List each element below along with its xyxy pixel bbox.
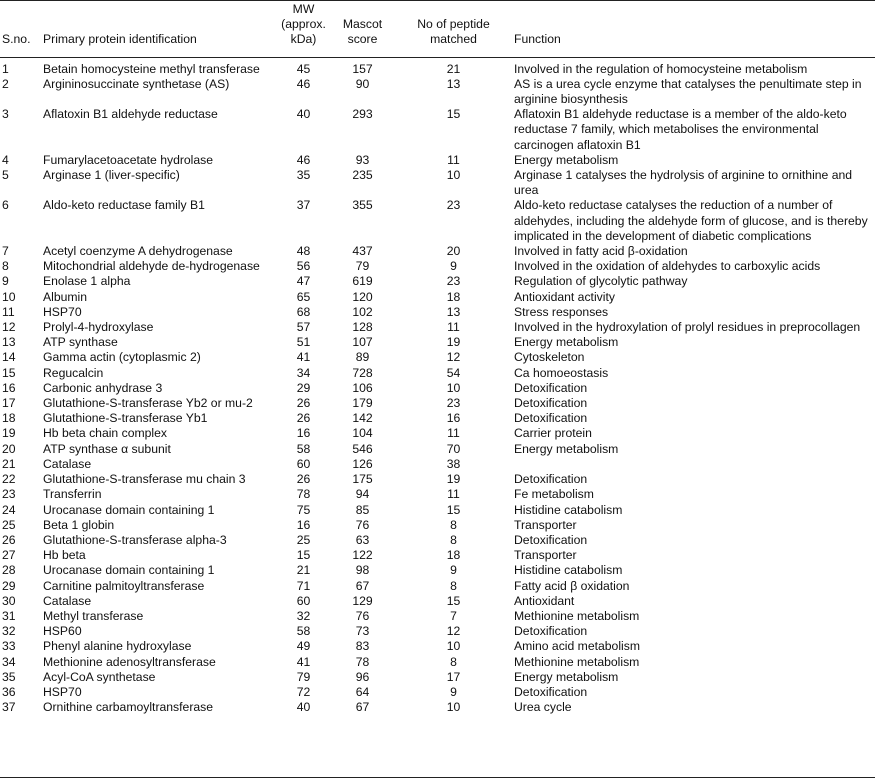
cell-protein: Glutathione-S-transferase alpha-3 bbox=[43, 532, 227, 547]
table-row bbox=[0, 624, 875, 639]
cell-function: Detoxification bbox=[514, 396, 588, 411]
cell-mw: 71 bbox=[296, 578, 311, 593]
cell-sno: 30 bbox=[2, 593, 16, 608]
header-peptides-line1: No of peptide bbox=[417, 17, 490, 32]
cell-sno: 11 bbox=[2, 304, 15, 319]
table-row bbox=[0, 563, 875, 578]
cell-peptides: 10 bbox=[446, 700, 461, 715]
cell-protein: Hb beta bbox=[43, 548, 86, 563]
cell-mw: 58 bbox=[296, 441, 311, 456]
cell-mascot: 79 bbox=[355, 259, 370, 274]
cell-peptides: 8 bbox=[450, 578, 457, 593]
header-function: Function bbox=[514, 32, 561, 47]
header-sno: S.no. bbox=[2, 32, 31, 47]
cell-protein: Glutathione-S-transferase Yb2 or mu-2 bbox=[43, 396, 253, 411]
cell-mw: 37 bbox=[296, 198, 311, 213]
cell-function: Energy metabolism bbox=[514, 152, 619, 167]
protein-identification-table bbox=[0, 2, 875, 715]
cell-sno: 19 bbox=[2, 426, 16, 441]
bottom-rule bbox=[0, 777, 875, 778]
cell-protein: Glutathione-S-transferase mu chain 3 bbox=[43, 472, 246, 487]
cell-function: Fatty acid β oxidation bbox=[514, 578, 630, 593]
cell-function: Fe metabolism bbox=[514, 487, 594, 502]
cell-mw: 26 bbox=[296, 472, 311, 487]
table-row bbox=[0, 609, 875, 624]
table-row bbox=[0, 274, 875, 289]
cell-sno: 12 bbox=[2, 320, 16, 335]
cell-mw: 65 bbox=[296, 289, 311, 304]
cell-peptides: 9 bbox=[450, 259, 457, 274]
cell-sno: 32 bbox=[2, 624, 16, 639]
table-row bbox=[0, 259, 875, 274]
cell-function: Cytoskeleton bbox=[514, 350, 585, 365]
cell-peptides: 11 bbox=[447, 152, 460, 167]
table-row bbox=[0, 52, 875, 77]
cell-protein: Betain homocysteine methyl transferase bbox=[43, 61, 260, 76]
cell-function: Antioxidant bbox=[514, 593, 575, 608]
cell-mascot: 63 bbox=[355, 532, 370, 547]
cell-sno: 10 bbox=[2, 289, 16, 304]
cell-mw: 41 bbox=[296, 654, 311, 669]
cell-protein: Phenyl alanine hydroxylase bbox=[43, 639, 192, 654]
cell-function: Carrier protein bbox=[514, 426, 592, 441]
cell-function: Detoxification bbox=[514, 684, 588, 699]
cell-peptides: 23 bbox=[446, 396, 461, 411]
cell-function: Amino acid metabolism bbox=[514, 639, 640, 654]
table-row bbox=[0, 594, 875, 609]
cell-mw: 32 bbox=[296, 608, 311, 623]
header-mw bbox=[275, 2, 332, 52]
cell-peptides: 13 bbox=[446, 76, 461, 91]
cell-protein: HSP60 bbox=[43, 624, 82, 639]
cell-protein: HSP70 bbox=[43, 684, 82, 699]
cell-mascot: 67 bbox=[355, 578, 370, 593]
cell-mascot: 728 bbox=[352, 365, 373, 380]
cell-mw: 57 bbox=[296, 320, 311, 335]
cell-protein: Beta 1 globin bbox=[43, 517, 115, 532]
cell-function: Involved in the hydroxylation of prolyl residues in preprocollagen bbox=[514, 320, 861, 335]
cell-protein: Carbonic anhydrase 3 bbox=[43, 380, 163, 395]
cell-mw: 75 bbox=[296, 502, 311, 517]
cell-mascot: 546 bbox=[352, 441, 373, 456]
cell-mascot: 76 bbox=[355, 608, 370, 623]
cell-function: Transporter bbox=[514, 548, 577, 563]
cell-mascot: 76 bbox=[355, 517, 370, 532]
table-row bbox=[0, 335, 875, 350]
cell-mw: 41 bbox=[296, 350, 311, 365]
cell-sno: 17 bbox=[2, 396, 16, 411]
cell-peptides: 20 bbox=[446, 244, 461, 259]
cell-sno: 27 bbox=[2, 548, 16, 563]
cell-function: AS is a urea cycle enzyme that catalyses the penultimate step in arginine biosynthesis bbox=[514, 76, 862, 107]
cell-peptides: 11 bbox=[447, 320, 460, 335]
cell-sno: 9 bbox=[2, 274, 9, 289]
table-row bbox=[0, 350, 875, 365]
cell-sno: 24 bbox=[2, 502, 16, 517]
cell-mw: 35 bbox=[296, 168, 311, 183]
cell-protein: Urocanase domain containing 1 bbox=[43, 502, 215, 517]
table-row bbox=[0, 548, 875, 563]
cell-mascot: 83 bbox=[355, 639, 370, 654]
cell-peptides: 23 bbox=[446, 198, 461, 213]
cell-mw: 49 bbox=[296, 639, 311, 654]
cell-sno: 14 bbox=[2, 350, 16, 365]
cell-peptides: 15 bbox=[446, 502, 461, 517]
cell-mascot: 157 bbox=[352, 61, 373, 76]
table-row bbox=[0, 396, 875, 411]
cell-peptides: 54 bbox=[446, 365, 461, 380]
cell-mw: 29 bbox=[296, 380, 311, 395]
table-row bbox=[0, 107, 875, 153]
cell-protein: Mitochondrial aldehyde de-hydrogenase bbox=[43, 259, 260, 274]
cell-peptides: 8 bbox=[450, 532, 457, 547]
cell-mascot: 78 bbox=[355, 654, 370, 669]
cell-peptides: 7 bbox=[450, 608, 457, 623]
cell-sno: 35 bbox=[2, 669, 16, 684]
cell-sno: 1 bbox=[2, 61, 9, 76]
table-row bbox=[0, 457, 875, 472]
cell-function: Regulation of glycolytic pathway bbox=[514, 274, 688, 289]
cell-function: Ca homoeostasis bbox=[514, 365, 609, 380]
table-row bbox=[0, 472, 875, 487]
cell-function: Detoxification bbox=[514, 624, 588, 639]
cell-protein: Acetyl coenzyme A dehydrogenase bbox=[43, 244, 233, 259]
cell-function: Involved in the regulation of homocysteine metabolism bbox=[514, 61, 808, 76]
cell-mascot: 104 bbox=[352, 426, 373, 441]
cell-function: Involved in the oxidation of aldehydes to carboxylic acids bbox=[514, 259, 821, 274]
header-mascot-line2: score bbox=[347, 32, 378, 47]
cell-mascot: 126 bbox=[352, 456, 373, 471]
cell-peptides: 23 bbox=[446, 274, 461, 289]
cell-protein: Urocanase domain containing 1 bbox=[43, 563, 215, 578]
cell-mascot: 120 bbox=[352, 289, 373, 304]
cell-sno: 29 bbox=[2, 578, 16, 593]
table-row bbox=[0, 381, 875, 396]
cell-peptides: 15 bbox=[446, 107, 461, 122]
cell-function: Histidine catabolism bbox=[514, 502, 623, 517]
cell-peptides: 10 bbox=[446, 639, 461, 654]
cell-protein: Hb beta chain complex bbox=[43, 426, 167, 441]
cell-sno: 3 bbox=[2, 107, 9, 122]
header-mascot-line1: Mascot bbox=[342, 17, 383, 32]
cell-peptides: 8 bbox=[450, 654, 457, 669]
cell-mascot: 98 bbox=[355, 563, 370, 578]
cell-mw: 51 bbox=[296, 335, 311, 350]
cell-mascot: 235 bbox=[352, 168, 373, 183]
cell-protein: ATP synthase α subunit bbox=[43, 441, 171, 456]
cell-mw: 16 bbox=[296, 426, 311, 441]
cell-sno: 25 bbox=[2, 517, 16, 532]
cell-mw: 40 bbox=[296, 107, 311, 122]
cell-mw: 46 bbox=[296, 76, 311, 91]
top-rule bbox=[0, 0, 875, 1]
cell-sno: 6 bbox=[2, 198, 9, 213]
cell-mw: 45 bbox=[296, 61, 311, 76]
cell-protein: Catalase bbox=[43, 593, 92, 608]
cell-protein: Regucalcin bbox=[43, 365, 104, 380]
table-row bbox=[0, 655, 875, 670]
table-body bbox=[0, 52, 875, 716]
cell-mascot: 122 bbox=[352, 548, 373, 563]
cell-mascot: 94 bbox=[355, 487, 370, 502]
cell-peptides: 18 bbox=[446, 289, 461, 304]
cell-peptides: 13 bbox=[446, 304, 461, 319]
cell-sno: 8 bbox=[2, 259, 9, 274]
header-mw-line3: kDa) bbox=[290, 32, 317, 47]
cell-mw: 79 bbox=[296, 669, 311, 684]
cell-mw: 26 bbox=[296, 411, 311, 426]
cell-mascot: 437 bbox=[352, 244, 373, 259]
cell-function: Energy metabolism bbox=[514, 669, 619, 684]
cell-protein: Albumin bbox=[43, 289, 88, 304]
cell-sno: 36 bbox=[2, 684, 16, 699]
cell-peptides: 9 bbox=[450, 684, 457, 699]
cell-peptides: 10 bbox=[446, 380, 461, 395]
cell-protein: Catalase bbox=[43, 456, 92, 471]
cell-function: Involved in fatty acid β-oxidation bbox=[514, 244, 688, 259]
header-mw-line2: (approx. bbox=[281, 17, 326, 32]
cell-mascot: 293 bbox=[352, 107, 373, 122]
cell-peptides: 18 bbox=[446, 548, 461, 563]
cell-mw: 21 bbox=[296, 563, 311, 578]
table-row bbox=[0, 670, 875, 685]
cell-protein: Enolase 1 alpha bbox=[43, 274, 131, 289]
cell-mascot: 93 bbox=[355, 152, 370, 167]
cell-peptides: 11 bbox=[447, 487, 460, 502]
table-row bbox=[0, 518, 875, 533]
cell-mw: 46 bbox=[296, 152, 311, 167]
cell-peptides: 11 bbox=[447, 426, 460, 441]
cell-protein: Ornithine carbamoyltransferase bbox=[43, 700, 214, 715]
cell-mascot: 179 bbox=[352, 396, 373, 411]
cell-protein: Glutathione-S-transferase Yb1 bbox=[43, 411, 208, 426]
cell-function bbox=[514, 457, 875, 472]
cell-protein: Fumarylacetoacetate hydrolase bbox=[43, 152, 214, 167]
cell-peptides: 12 bbox=[446, 350, 461, 365]
cell-sno: 22 bbox=[2, 472, 16, 487]
cell-sno: 13 bbox=[2, 335, 16, 350]
cell-sno: 5 bbox=[2, 168, 9, 183]
cell-mascot: 90 bbox=[355, 76, 370, 91]
cell-mw: 68 bbox=[296, 304, 311, 319]
cell-function: Methionine metabolism bbox=[514, 608, 640, 623]
cell-protein: Carnitine palmitoyltransferase bbox=[43, 578, 205, 593]
table-row bbox=[0, 639, 875, 654]
cell-function: Energy metabolism bbox=[514, 335, 619, 350]
cell-function: Aflatoxin B1 aldehyde reductase is a member of the aldo-keto reductase 7 family, which metabolises the environmental carcinogen aflatoxin B1 bbox=[514, 107, 847, 152]
cell-sno: 31 bbox=[2, 608, 16, 623]
cell-mascot: 128 bbox=[352, 320, 373, 335]
cell-sno: 34 bbox=[2, 654, 16, 669]
table-row bbox=[0, 77, 875, 107]
cell-peptides: 38 bbox=[446, 456, 461, 471]
cell-peptides: 17 bbox=[446, 669, 461, 684]
cell-mascot: 129 bbox=[352, 593, 373, 608]
cell-mascot: 107 bbox=[352, 335, 373, 350]
cell-mw: 47 bbox=[296, 274, 311, 289]
table-row bbox=[0, 320, 875, 335]
table-row bbox=[0, 579, 875, 594]
cell-function: Methionine metabolism bbox=[514, 654, 640, 669]
cell-mascot: 85 bbox=[355, 502, 370, 517]
table-row bbox=[0, 442, 875, 457]
cell-mw: 34 bbox=[296, 365, 311, 380]
cell-mw: 60 bbox=[296, 593, 311, 608]
header-protein: Primary protein identification bbox=[43, 32, 197, 47]
cell-mw: 48 bbox=[296, 244, 311, 259]
table-row bbox=[0, 685, 875, 700]
header-peptides bbox=[393, 2, 514, 52]
cell-protein: Methyl transferase bbox=[43, 608, 144, 623]
header-mascot bbox=[332, 2, 393, 52]
table-row bbox=[0, 366, 875, 381]
cell-mascot: 142 bbox=[352, 411, 373, 426]
cell-sno: 37 bbox=[2, 700, 16, 715]
cell-mascot: 102 bbox=[352, 304, 373, 319]
cell-function: Urea cycle bbox=[514, 700, 572, 715]
table-row bbox=[0, 411, 875, 426]
table-row bbox=[0, 198, 875, 244]
cell-function: Aldo-keto reductase catalyses the reduction of a number of aldehydes, including the aldehyde form of glucose, and is thereby implicated in the development of diabetic complications bbox=[514, 198, 868, 243]
cell-peptides: 21 bbox=[446, 61, 461, 76]
cell-sno: 7 bbox=[2, 244, 9, 259]
cell-mascot: 89 bbox=[355, 350, 370, 365]
cell-mascot: 355 bbox=[352, 198, 373, 213]
cell-protein: Prolyl-4-hydroxylase bbox=[43, 320, 154, 335]
cell-mascot: 619 bbox=[352, 274, 373, 289]
cell-peptides: 12 bbox=[446, 624, 461, 639]
cell-mw: 56 bbox=[296, 259, 311, 274]
cell-function: Histidine catabolism bbox=[514, 563, 623, 578]
cell-sno: 15 bbox=[2, 365, 16, 380]
cell-protein: Aldo-keto reductase family B1 bbox=[43, 198, 205, 213]
cell-mw: 15 bbox=[296, 548, 311, 563]
table-header bbox=[0, 2, 875, 52]
cell-function: Detoxification bbox=[514, 472, 588, 487]
cell-sno: 21 bbox=[2, 456, 16, 471]
cell-protein: Aflatoxin B1 aldehyde reductase bbox=[43, 107, 218, 122]
cell-protein: Arginase 1 (liver-specific) bbox=[43, 168, 180, 183]
cell-mw: 25 bbox=[296, 532, 311, 547]
table-row bbox=[0, 487, 875, 502]
cell-mw: 60 bbox=[296, 456, 311, 471]
cell-mascot: 67 bbox=[355, 700, 370, 715]
cell-function: Arginase 1 catalyses the hydrolysis of arginine to ornithine and urea bbox=[514, 168, 853, 198]
cell-sno: 26 bbox=[2, 532, 16, 547]
cell-mw: 72 bbox=[296, 684, 311, 699]
cell-function: Antioxidant activity bbox=[514, 289, 615, 304]
cell-peptides: 70 bbox=[446, 441, 461, 456]
cell-mw: 40 bbox=[296, 700, 311, 715]
cell-sno: 33 bbox=[2, 639, 16, 654]
cell-protein: Methionine adenosyltransferase bbox=[43, 654, 216, 669]
cell-sno: 20 bbox=[2, 441, 16, 456]
cell-function: Detoxification bbox=[514, 411, 588, 426]
table-row bbox=[0, 426, 875, 441]
cell-mascot: 175 bbox=[352, 472, 373, 487]
cell-protein: Gamma actin (cytoplasmic 2) bbox=[43, 350, 201, 365]
cell-sno: 2 bbox=[2, 76, 9, 91]
header-peptides-line2: matched bbox=[430, 32, 477, 47]
cell-mascot: 96 bbox=[355, 669, 370, 684]
cell-peptides: 16 bbox=[446, 411, 461, 426]
cell-mw: 58 bbox=[296, 624, 311, 639]
cell-function: Transporter bbox=[514, 517, 577, 532]
table-row bbox=[0, 290, 875, 305]
cell-sno: 28 bbox=[2, 563, 16, 578]
cell-protein: Transferrin bbox=[43, 487, 102, 502]
cell-peptides: 15 bbox=[446, 593, 461, 608]
cell-protein: Argininosuccinate synthetase (AS) bbox=[43, 76, 230, 91]
cell-function: Stress responses bbox=[514, 304, 609, 319]
cell-sno: 16 bbox=[2, 380, 16, 395]
cell-mascot: 64 bbox=[355, 684, 370, 699]
table-row bbox=[0, 533, 875, 548]
table-row bbox=[0, 503, 875, 518]
cell-sno: 23 bbox=[2, 487, 16, 502]
cell-peptides: 10 bbox=[446, 168, 461, 183]
table-row bbox=[0, 244, 875, 259]
table-row bbox=[0, 700, 875, 715]
cell-sno: 18 bbox=[2, 411, 16, 426]
table-row bbox=[0, 305, 875, 320]
table-row bbox=[0, 168, 875, 198]
table-row bbox=[0, 153, 875, 168]
cell-peptides: 8 bbox=[450, 517, 457, 532]
cell-mw: 16 bbox=[296, 517, 311, 532]
cell-mascot: 106 bbox=[352, 380, 373, 395]
cell-function: Detoxification bbox=[514, 380, 588, 395]
cell-protein: Acyl-CoA synthetase bbox=[43, 669, 156, 684]
cell-mascot: 73 bbox=[355, 624, 370, 639]
cell-protein: ATP synthase bbox=[43, 335, 118, 350]
header-mw-line1: MW bbox=[292, 2, 315, 16]
cell-mw: 26 bbox=[296, 396, 311, 411]
cell-function: Energy metabolism bbox=[514, 441, 619, 456]
cell-function: Detoxification bbox=[514, 532, 588, 547]
cell-mw: 78 bbox=[296, 487, 311, 502]
cell-peptides: 9 bbox=[450, 563, 457, 578]
cell-peptides: 19 bbox=[446, 335, 461, 350]
cell-peptides: 19 bbox=[446, 472, 461, 487]
cell-protein: HSP70 bbox=[43, 304, 82, 319]
cell-sno: 4 bbox=[2, 152, 9, 167]
header-row bbox=[0, 2, 875, 52]
